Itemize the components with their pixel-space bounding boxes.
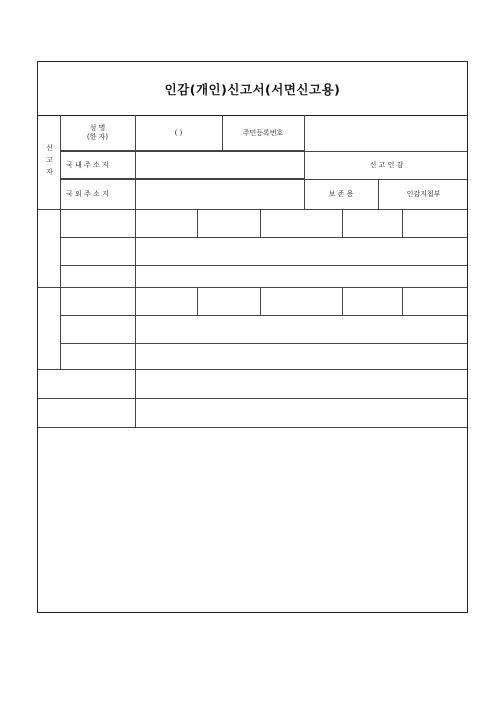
declarant-name-label [60, 115, 135, 151]
declarant-domestic-address-label: 국 내 주 소 지 [66, 160, 109, 169]
form-title: 인감(개인)신고서(서면신고용) [38, 62, 467, 116]
form-frame [37, 61, 468, 613]
keep-label: 보 존 용 [328, 189, 354, 198]
declarant-id-field[interactable] [304, 115, 469, 151]
declarant-foreign-address-field[interactable] [135, 179, 304, 209]
declarant-section-label: 신고자 [45, 144, 54, 180]
declarant-id-label: 주민등록번호 [242, 128, 284, 137]
declarant-foreign-address-label: 국 외 주 소 지 [66, 189, 109, 198]
seal-header: 신 고 인 감 [369, 160, 404, 169]
seal-attach-label: 인감지첩부 [406, 189, 441, 198]
declarant-hanja-paren: ( ) [174, 128, 183, 137]
name-label-hanja: (한 자) [86, 133, 109, 141]
declarant-domestic-address-field[interactable] [135, 151, 304, 179]
name-label-top: 성 명 [89, 124, 106, 132]
